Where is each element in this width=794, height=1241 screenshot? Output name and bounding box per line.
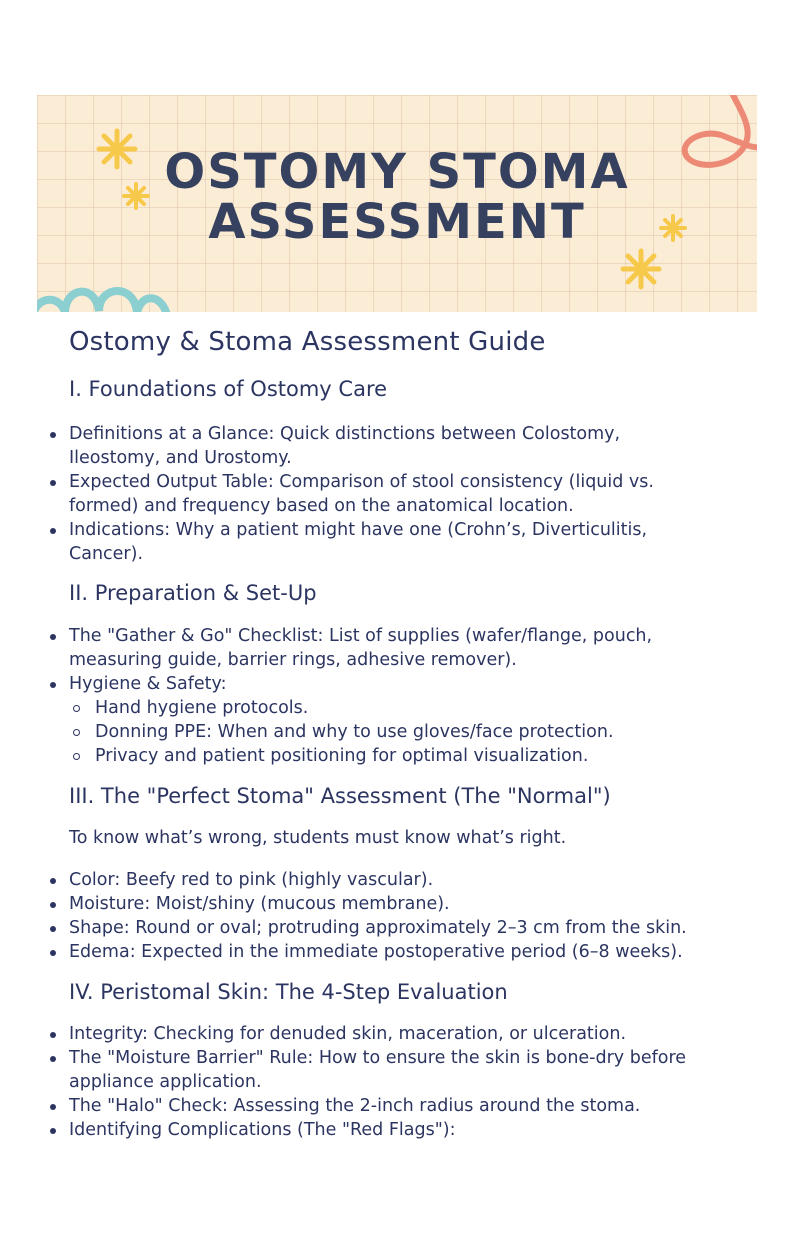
list-item: The "Halo" Check: Assessing the 2-inch radius around the stoma.	[0, 1094, 794, 1118]
list-item: Definitions at a Glance: Quick distinctions between Colostomy, Ileostomy, and Urostomy.	[0, 422, 794, 470]
section-list	[0, 1022, 794, 1142]
list-item: Hygiene & Safety:	[0, 672, 794, 696]
section-heading: IV. Peristomal Skin: The 4-Step Evaluation	[69, 980, 508, 1004]
list-item: Indications: Why a patient might have one (Crohn’s, Diverticulitis, Cancer).	[0, 518, 794, 566]
section-heading: II. Preparation & Set-Up	[69, 581, 317, 605]
sub-list-item: Hand hygiene protocols.	[0, 696, 794, 720]
section-list	[0, 624, 794, 768]
sub-list-item: Donning PPE: When and why to use gloves/face protection.	[0, 720, 794, 744]
section-list	[0, 422, 794, 566]
list-item: Shape: Round or oval; protruding approximately 2–3 cm from the skin.	[0, 916, 794, 940]
section-intro: To know what’s wrong, students must know what’s right.	[69, 828, 567, 848]
sub-list-item: Privacy and patient positioning for optimal visualization.	[0, 744, 794, 768]
section-heading: I. Foundations of Ostomy Care	[69, 377, 388, 401]
list-item: Moisture: Moist/shiny (mucous membrane).	[0, 892, 794, 916]
list-item: Expected Output Table: Comparison of stool consistency (liquid vs. formed) and frequency based on the anatomical location.	[0, 470, 794, 518]
list-item: Integrity: Checking for denuded skin, maceration, or ulceration.	[0, 1022, 794, 1046]
list-item: The "Moisture Barrier" Rule: How to ensure the skin is bone-dry before appliance application.	[0, 1046, 794, 1094]
guide-title: Ostomy & Stoma Assessment Guide	[69, 327, 546, 357]
section-list	[0, 868, 794, 964]
banner-title-line-2: ASSESSMENT	[208, 194, 586, 250]
section-heading: III. The "Perfect Stoma" Assessment (The "Normal")	[69, 784, 611, 808]
list-item: The "Gather & Go" Checklist: List of supplies (wafer/flange, pouch, measuring guide, barrier rings, adhesive remover).	[0, 624, 794, 672]
banner-title-line-1: OSTOMY STOMA	[164, 144, 630, 200]
list-item: Identifying Complications (The "Red Flags"):	[0, 1118, 794, 1142]
list-item: Color: Beefy red to pink (highly vascular).	[0, 868, 794, 892]
list-item: Edema: Expected in the immediate postoperative period (6–8 weeks).	[0, 940, 794, 964]
